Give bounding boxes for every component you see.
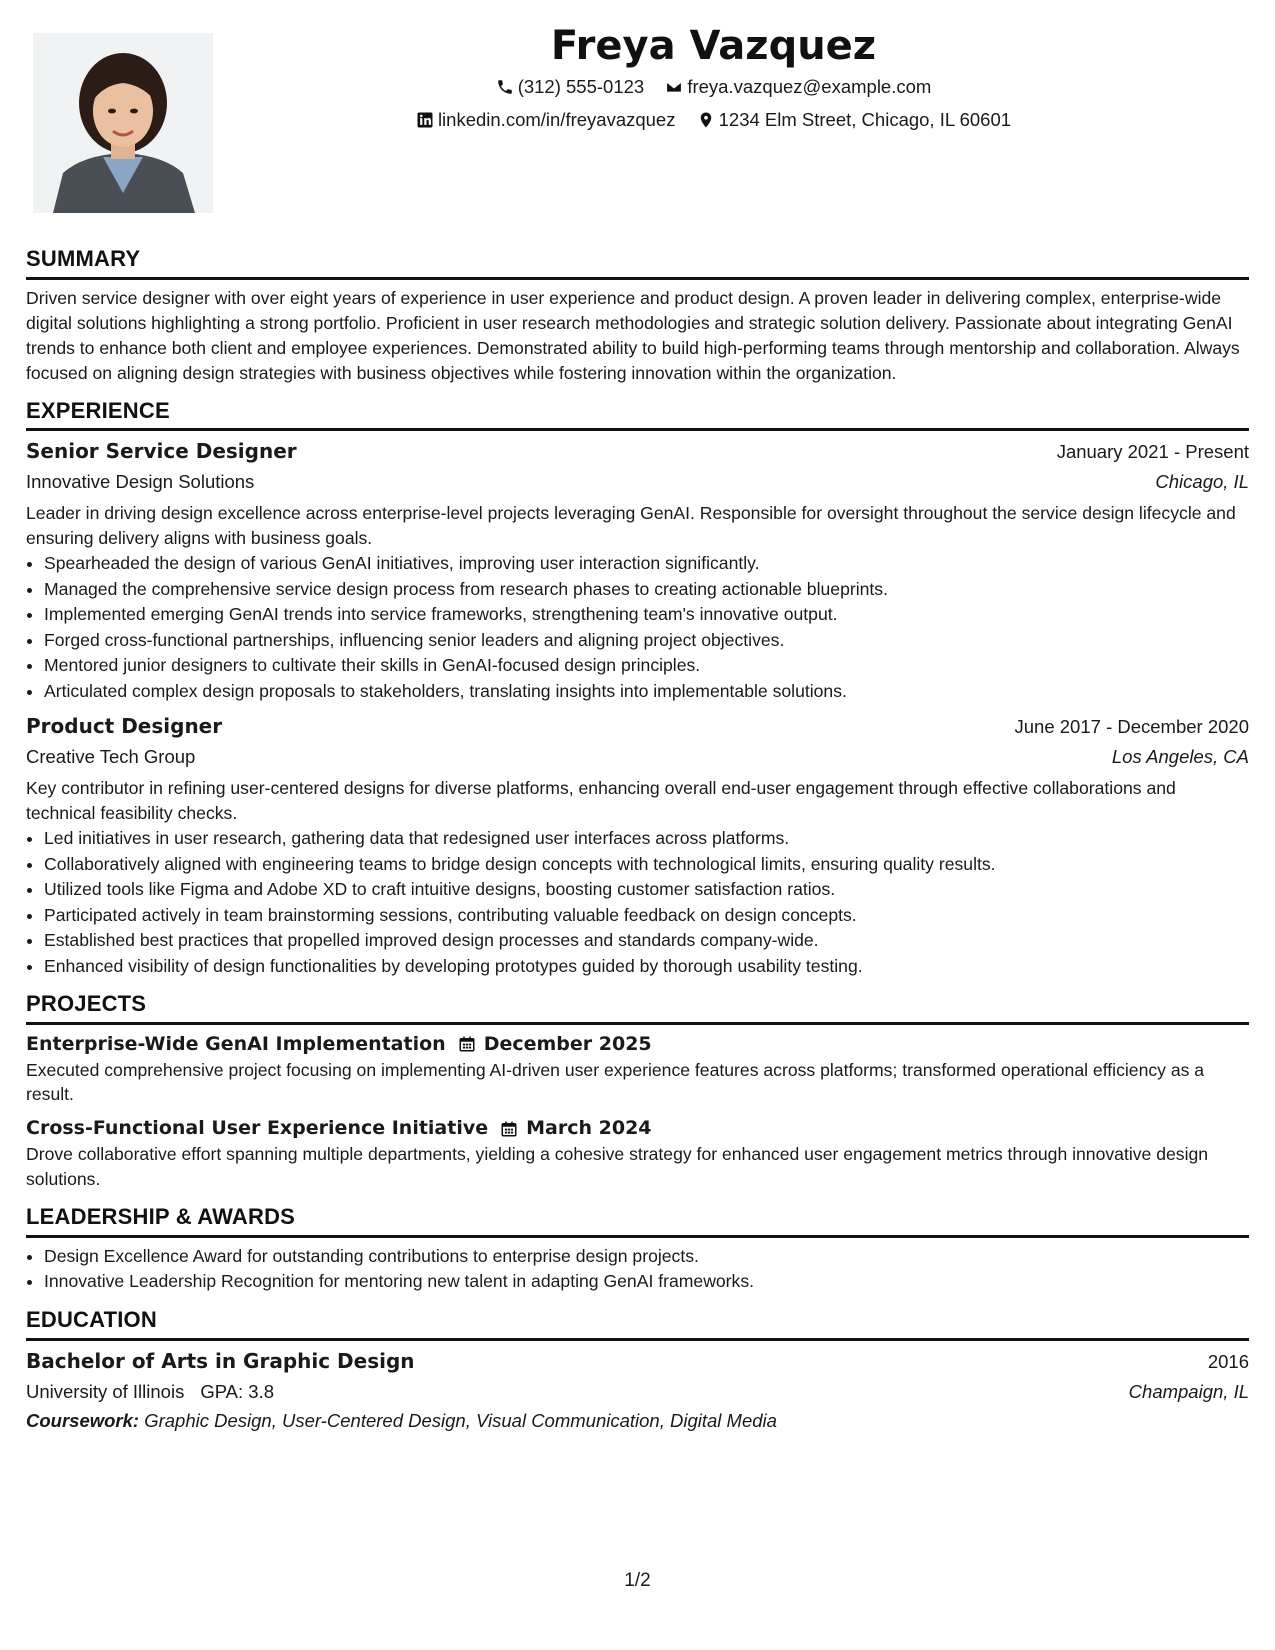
job-dates: June 2017 - December 2020 — [1014, 716, 1249, 738]
section-title: EXPERIENCE — [26, 396, 1249, 432]
resume-body — [26, 244, 1249, 1444]
job-bullets — [26, 826, 1249, 979]
job-description: Key contributor in refining user-centered designs for diverse platforms, enhancing overall end-user engagement through effective collaborations and technical feasibility checks. — [26, 778, 1176, 824]
list-item: • Spearheaded the design of various GenAI initiatives, improving user interaction significantly. — [44, 551, 1249, 577]
section-title: PROJECTS — [26, 989, 1249, 1025]
project-name: Cross-Functional User Experience Initiative — [26, 1117, 489, 1140]
school-name: University of Illinois — [26, 1380, 185, 1402]
project-description: Executed comprehensive project focusing on implementing AI-driven user experience features across platforms; transformed operational efficiency as a result. — [26, 1059, 1205, 1105]
list-item: • Design Excellence Award for outstanding contributions to enterprise design projects. — [44, 1244, 1249, 1270]
project-date: December 2025 — [483, 1032, 652, 1055]
job-location: Los Angeles, CA — [1111, 746, 1249, 768]
job-description: Leader in driving design excellence across enterprise-level projects leveraging GenAI. Responsible for oversight throughout the service design lifecycle and ensuring delivery aligns with business goals. — [26, 503, 1236, 549]
contact-line-2 — [240, 107, 1187, 136]
coursework — [26, 1408, 1249, 1434]
list-item: • Participated actively in team brainstorming sessions, contributing valuable feedback on design concepts. — [44, 903, 1249, 929]
job-location: Chicago, IL — [1155, 471, 1249, 493]
section-title: LEADERSHIP & AWARDS — [26, 1202, 1249, 1238]
experience-section — [26, 396, 1249, 979]
project-date: March 2024 — [526, 1117, 652, 1140]
job-company: Creative Tech Group — [26, 746, 196, 768]
list-item: • Implemented emerging GenAI trends into service frameworks, strengthening team's innovative output. — [44, 602, 1249, 628]
job-entry — [26, 712, 1249, 979]
awards-list — [26, 1244, 1249, 1295]
list-item: • Forged cross-functional partnerships, influencing senior leaders and aligning project objectives. — [44, 628, 1249, 654]
address-contact — [697, 107, 1011, 133]
job-entry — [26, 437, 1249, 704]
envelope-icon — [665, 78, 683, 96]
contact-line-1 — [240, 74, 1187, 103]
summary-section — [26, 244, 1249, 386]
job-bullets — [26, 551, 1249, 704]
list-item: • Collaboratively aligned with engineering teams to bridge design concepts with technological limits, ensuring quality results. — [44, 852, 1249, 878]
job-role: Product Designer — [26, 714, 223, 739]
candidate-name: Freya Vazquez — [550, 23, 877, 69]
calendar-icon — [458, 1035, 476, 1053]
education-section — [26, 1305, 1249, 1435]
profile-photo — [33, 33, 213, 213]
projects-section — [26, 989, 1249, 1192]
email-contact[interactable] — [665, 74, 931, 100]
coursework-list: Graphic Design, User-Centered Design, Visual Communication, Digital Media — [144, 1410, 777, 1432]
phone-icon — [496, 78, 514, 96]
map-pin-icon — [697, 111, 715, 129]
page-number: 1/2 — [624, 1570, 651, 1591]
list-item: • Utilized tools like Figma and Adobe XD to craft intuitive designs, boosting customer satisfaction ratios. — [44, 877, 1249, 903]
list-item: • Articulated complex design proposals to stakeholders, translating insights into implementable solutions. — [44, 679, 1249, 705]
linkedin-url[interactable]: linkedin.com/in/freyavazquez — [437, 108, 676, 130]
phone-number: (312) 555-0123 — [517, 76, 645, 97]
project-entry — [26, 1115, 1249, 1192]
linkedin-icon — [416, 111, 434, 129]
section-title: EDUCATION — [26, 1305, 1249, 1341]
project-name: Enterprise-Wide GenAI Implementation — [26, 1032, 446, 1055]
gpa: GPA: 3.8 — [200, 1380, 275, 1402]
job-dates: January 2021 - Present — [1056, 441, 1249, 463]
calendar-icon — [500, 1120, 518, 1138]
coursework-label: Coursework: — [26, 1410, 140, 1432]
linkedin-contact[interactable] — [416, 107, 676, 133]
project-entry — [26, 1031, 1249, 1108]
phone-contact — [496, 74, 645, 100]
degree-name: Bachelor of Arts in Graphic Design — [26, 1348, 415, 1373]
address-text: 1234 Elm Street, Chicago, IL 60601 — [718, 108, 1012, 130]
job-role: Senior Service Designer — [26, 439, 297, 464]
email-address[interactable]: freya.vazquez@example.com — [687, 76, 932, 97]
section-title: SUMMARY — [26, 244, 1249, 280]
list-item: • Mentored junior designers to cultivate their skills in GenAI-focused design principles. — [44, 653, 1249, 679]
list-item: • Enhanced visibility of design functionalities by developing prototypes guided by thorough usability testing. — [44, 954, 1249, 980]
project-description: Drove collaborative effort spanning multiple departments, yielding a cohesive strategy for enhanced user engagement metrics through innovative design solutions. — [26, 1144, 1209, 1190]
resume-header — [240, 22, 1187, 136]
graduation-year: 2016 — [1207, 1350, 1249, 1372]
school-location: Champaign, IL — [1128, 1380, 1249, 1402]
list-item: • Managed the comprehensive service design process from research phases to creating actionable blueprints. — [44, 577, 1249, 603]
summary-text: Driven service designer with over eight years of experience in user experience and product design. A proven leader in delivering complex, enterprise-wide digital solutions highlighting a strong portfolio. Proficient in user research methodologies and strategic solution delivery. Passionate about integrating GenAI trends to enhance both client and employee experiences. Demonstrated ability to build high-performing teams through mentorship and collaboration. Always focused on aligning design strategies with business objectives while fostering innovation within the organization. — [26, 287, 1240, 383]
school-info — [26, 1379, 274, 1405]
leadership-section — [26, 1202, 1249, 1295]
list-item: • Innovative Leadership Recognition for mentoring new talent in adapting GenAI frameworks. — [44, 1269, 1249, 1295]
list-item: • Established best practices that propelled improved design processes and standards company-wide. — [44, 928, 1249, 954]
list-item: • Led initiatives in user research, gathering data that redesigned user interfaces across platforms. — [44, 826, 1249, 852]
job-company: Innovative Design Solutions — [26, 471, 255, 493]
